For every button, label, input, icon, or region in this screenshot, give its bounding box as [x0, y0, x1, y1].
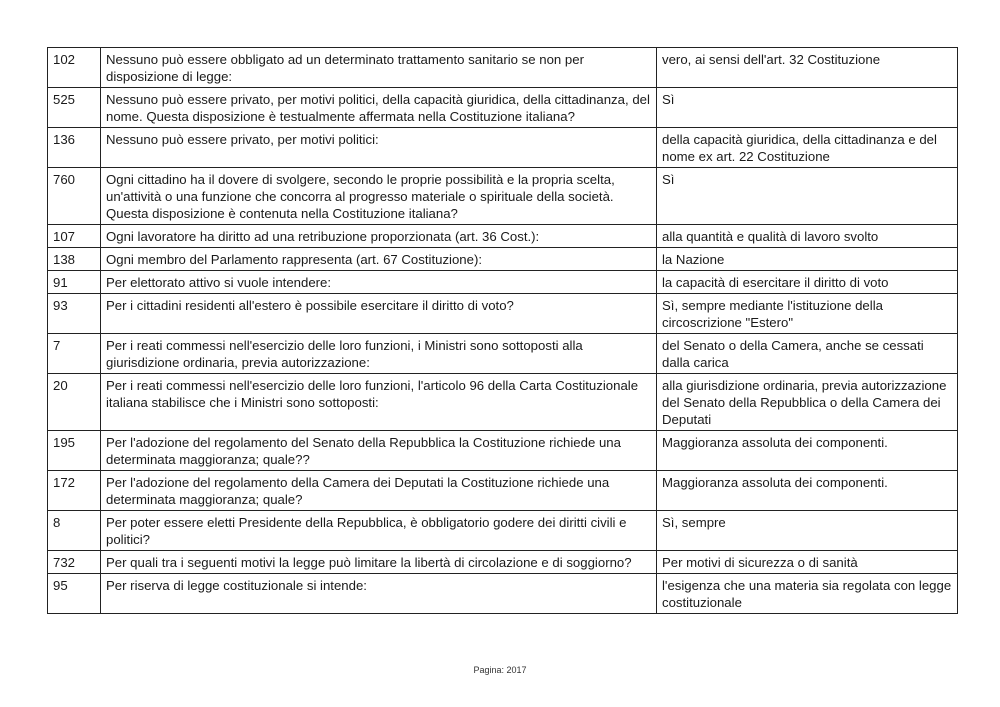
question-number: 20 [48, 374, 101, 431]
table-row [48, 551, 958, 574]
question-text: Per riserva di legge costituzionale si intende: [101, 574, 657, 614]
answer-text: la Nazione [657, 248, 958, 271]
question-number: 7 [48, 334, 101, 374]
question-text: Per i reati commessi nell'esercizio delle loro funzioni, i Ministri sono sottoposti alla giurisdizione ordinaria, previa autorizzazione: [101, 334, 657, 374]
question-number: 95 [48, 574, 101, 614]
question-text: Ogni cittadino ha il dovere di svolgere, secondo le proprie possibilità e la propria scelta, un'attività o una funzione che concorra al progresso materiale o spirituale della società. Questa disposizione è contenuta nella Costituzione italiana? [101, 168, 657, 225]
table-row [48, 374, 958, 431]
answer-text: Per motivi di sicurezza o di sanità [657, 551, 958, 574]
question-number: 91 [48, 271, 101, 294]
table-row [48, 248, 958, 271]
answer-text: Maggioranza assoluta dei componenti. [657, 431, 958, 471]
question-number: 760 [48, 168, 101, 225]
question-text: Per i reati commessi nell'esercizio delle loro funzioni, l'articolo 96 della Carta Costituzionale italiana stabilisce che i Ministri sono sottoposti: [101, 374, 657, 431]
question-text: Ogni lavoratore ha diritto ad una retribuzione proporzionata (art. 36 Cost.): [101, 225, 657, 248]
question-text: Per poter essere eletti Presidente della Repubblica, è obbligatorio godere dei diritti civili e politici? [101, 511, 657, 551]
table-row [48, 271, 958, 294]
answer-text: vero, ai sensi dell'art. 32 Costituzione [657, 48, 958, 88]
question-number: 195 [48, 431, 101, 471]
question-text: Per l'adozione del regolamento del Senato della Repubblica la Costituzione richiede una determinata maggioranza; quale?? [101, 431, 657, 471]
question-text: Nessuno può essere obbligato ad un determinato trattamento sanitario se non per disposizione di legge: [101, 48, 657, 88]
table-row [48, 168, 958, 225]
table-row [48, 48, 958, 88]
answer-text: la capacità di esercitare il diritto di voto [657, 271, 958, 294]
answer-text: Sì [657, 168, 958, 225]
table-row [48, 294, 958, 334]
question-number: 732 [48, 551, 101, 574]
table-row [48, 225, 958, 248]
answer-text: Sì [657, 88, 958, 128]
question-number: 138 [48, 248, 101, 271]
answer-text: alla quantità e qualità di lavoro svolto [657, 225, 958, 248]
quiz-table-body [48, 48, 958, 614]
question-text: Per quali tra i seguenti motivi la legge può limitare la libertà di circolazione e di soggiorno? [101, 551, 657, 574]
table-row [48, 88, 958, 128]
table-row [48, 471, 958, 511]
answer-text: Maggioranza assoluta dei componenti. [657, 471, 958, 511]
answer-text: l'esigenza che una materia sia regolata con legge costituzionale [657, 574, 958, 614]
answer-text: Sì, sempre [657, 511, 958, 551]
quiz-table [47, 47, 958, 614]
table-row [48, 334, 958, 374]
question-number: 107 [48, 225, 101, 248]
table-row [48, 511, 958, 551]
answer-text: della capacità giuridica, della cittadinanza e del nome ex art. 22 Costituzione [657, 128, 958, 168]
question-number: 102 [48, 48, 101, 88]
question-number: 172 [48, 471, 101, 511]
question-text: Nessuno può essere privato, per motivi politici, della capacità giuridica, della cittadinanza, del nome. Questa disposizione è testualmente affermata nella Costituzione italiana? [101, 88, 657, 128]
question-text: Per elettorato attivo si vuole intendere: [101, 271, 657, 294]
page-number-label: Pagina: 2017 [473, 665, 527, 675]
table-row [48, 431, 958, 471]
question-text: Ogni membro del Parlamento rappresenta (art. 67 Costituzione): [101, 248, 657, 271]
question-number: 93 [48, 294, 101, 334]
question-number: 136 [48, 128, 101, 168]
table-row [48, 574, 958, 614]
question-text: Per l'adozione del regolamento della Camera dei Deputati la Costituzione richiede una determinata maggioranza; quale? [101, 471, 657, 511]
answer-text: del Senato o della Camera, anche se cessati dalla carica [657, 334, 958, 374]
question-text: Per i cittadini residenti all'estero è possibile esercitare il diritto di voto? [101, 294, 657, 334]
question-number: 525 [48, 88, 101, 128]
question-number: 8 [48, 511, 101, 551]
page-footer [0, 665, 1000, 675]
answer-text: Sì, sempre mediante l'istituzione della circoscrizione "Estero" [657, 294, 958, 334]
answer-text: alla giurisdizione ordinaria, previa autorizzazione del Senato della Repubblica o della Camera dei Deputati [657, 374, 958, 431]
question-text: Nessuno può essere privato, per motivi politici: [101, 128, 657, 168]
table-row [48, 128, 958, 168]
